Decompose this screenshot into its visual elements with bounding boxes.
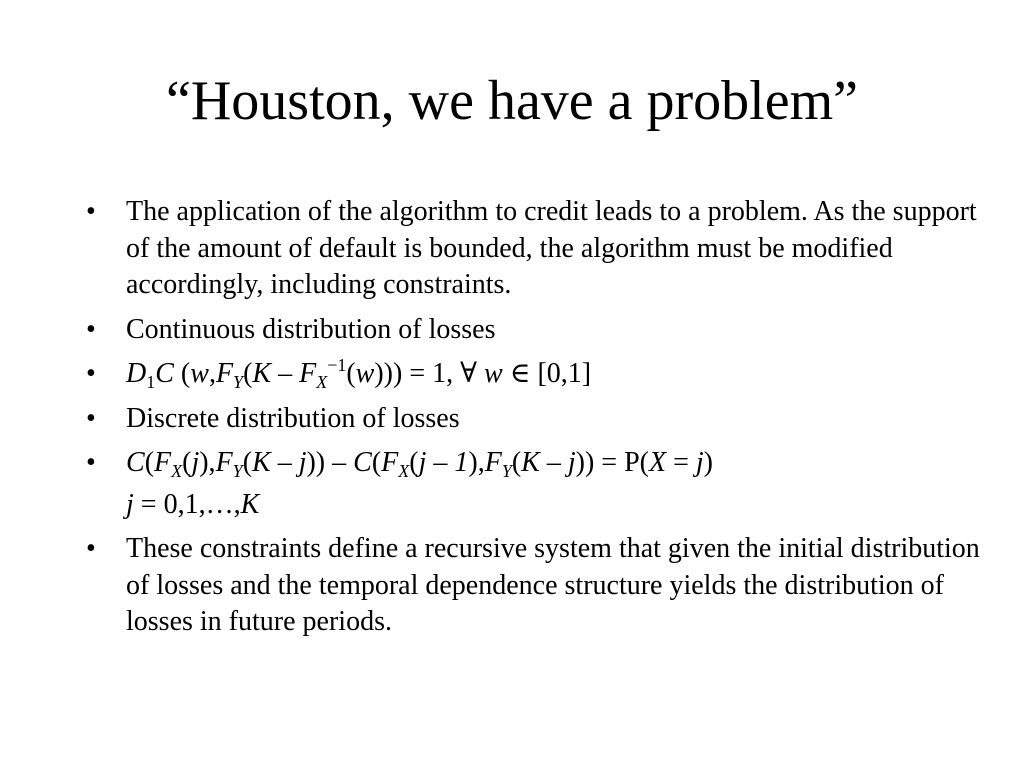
bullet-icon: •: [86, 196, 96, 227]
bullet-item: [86, 445, 986, 482]
bullet-icon: •: [86, 358, 96, 389]
bullet-item: [86, 356, 986, 393]
bullet-text: Continuous distribution of losses: [126, 313, 496, 345]
continuous-copula-formula: $D_1C$ $(w,F_Y(K - F_X^{-1}(w))) = 1$, ∀ w ∈ [0,1]: [126, 355, 592, 392]
bullet-icon: •: [86, 313, 96, 345]
bullet-icon: •: [86, 533, 96, 564]
bullet-list: [86, 194, 986, 649]
bullet-text: Discrete distribution of losses: [126, 402, 460, 434]
formula-continuation: [86, 487, 986, 524]
j-range-formula: j = 0,1,…,K: [126, 488, 260, 520]
bullet-text: The application of the algorithm to credit leads to a problem. As the support of the amount of default is bounded, the algorithm must be modified accordingly, including constraints.: [126, 196, 977, 300]
bullet-icon: •: [86, 402, 96, 434]
bullet-item: [86, 401, 986, 438]
slide-title: “Houston, we have a problem”: [166, 70, 858, 132]
bullet-text: These constraints define a recursive system that given the initial distribution of losses and the temporal dependence structure yields the distribution of losses in future periods.: [126, 533, 980, 637]
bullet-item: [86, 312, 986, 349]
discrete-copula-formula: $C(F_X(j),F_Y(K - j)) - C(F_X(j - 1),F_Y(K - j)) = P(X = j)$: [126, 447, 713, 481]
bullet-item: [86, 531, 986, 641]
bullet-icon: •: [86, 447, 96, 478]
bullet-item: [86, 194, 986, 304]
